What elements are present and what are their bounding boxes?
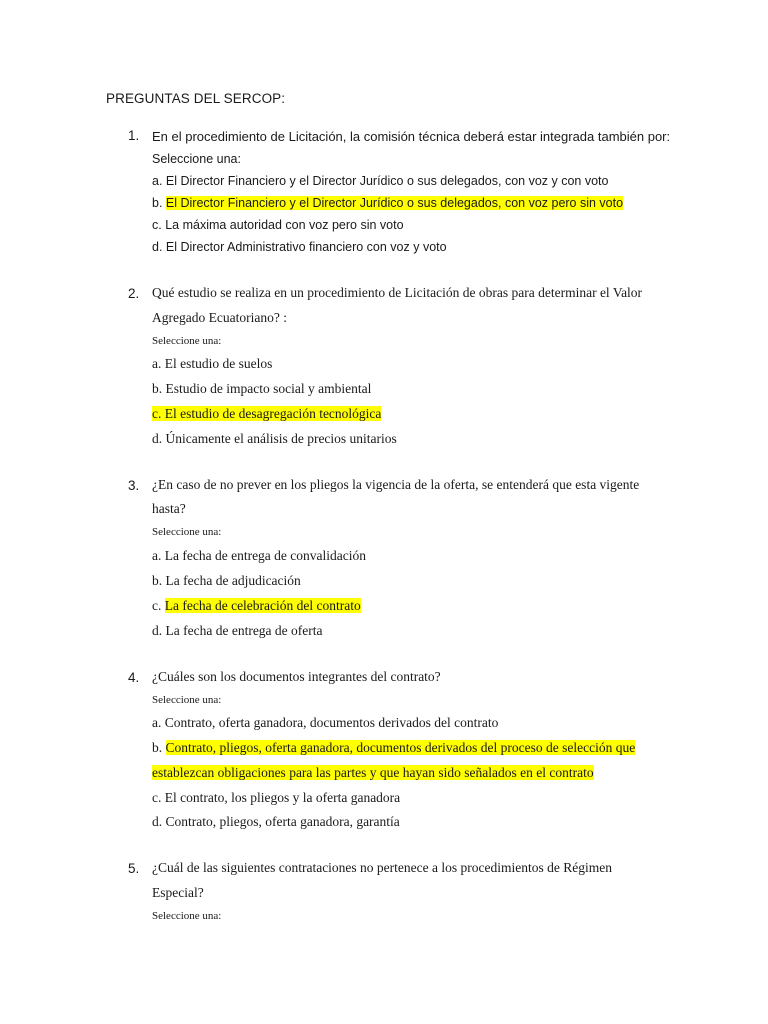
option-a: a. La fecha de entrega de convalidación [152,548,367,563]
option-c: c. La máxima autoridad con voz pero sin voto [152,218,404,232]
question-text: Especial? [152,885,204,900]
highlighted-answer: Contrato, pliegos, oferta ganadora, documentos derivados del proceso de selección que [165,740,636,755]
select-prompt: Seleccione una: [152,694,222,706]
option-c: c. La fecha de celebración del contrato [152,598,361,613]
highlighted-answer: La fecha de celebración del contrato [164,598,361,613]
highlighted-answer: c. El estudio de desagregación tecnológica [152,406,382,421]
select-prompt: Seleccione una: [152,335,222,347]
question-text: Qué estudio se realiza en un procedimiento de Licitación de obras para determinar el Valor [152,285,643,300]
question-text: ¿Cuál de las siguientes contrataciones no pertenece a los procedimientos de Régimen [152,860,612,875]
option-d: d. El Director Administrativo financiero con voz y voto [152,240,447,254]
question-text: ¿En caso de no prever en los pliegos la vigencia de la oferta, se entenderá que esta vigente [152,477,640,492]
question-text: Agregado Ecuatoriano? : [152,310,287,325]
select-prompt: Seleccione una: [152,526,222,538]
option-b: b. La fecha de adjudicación [152,573,301,588]
select-prompt: Seleccione una: [152,910,222,922]
question-number: 1. [128,128,140,143]
option-d: d. La fecha de entrega de oferta [152,623,323,638]
option-d: d. Contrato, pliegos, oferta ganadora, garantía [152,814,400,829]
option-b: b. El Director Financiero y el Director Jurídico o sus delegados, con voz pero sin voto [152,196,624,210]
document-title: PREGUNTAS DEL SERCOP: [106,91,286,106]
question-text: ¿Cuáles son los documentos integrantes del contrato? [152,669,441,684]
highlighted-answer: establezcan obligaciones para las partes y que hayan sido señalados en el contrato [152,765,594,780]
question-number: 4. [128,670,140,685]
option-b-continued [152,765,594,781]
highlighted-answer: El Director Financiero y el Director Jurídico o sus delegados, con voz pero sin voto [165,196,624,210]
select-prompt: Seleccione una: [152,152,241,166]
option-c: c. El contrato, los pliegos y la oferta ganadora [152,790,401,805]
option-b: b. Contrato, pliegos, oferta ganadora, documentos derivados del proceso de selección que [152,740,636,755]
question-text: En el procedimiento de Licitación, la comisión técnica deberá estar integrada también por: [152,129,671,144]
question-number: 5. [128,861,140,876]
option-a: a. Contrato, oferta ganadora, documentos derivados del contrato [152,715,499,730]
option-c [152,406,381,422]
option-d: d. Únicamente el análisis de precios unitarios [152,431,397,446]
question-text: hasta? [152,501,186,516]
question-number: 2. [128,286,140,301]
question-number: 3. [128,478,140,493]
option-b: b. Estudio de impacto social y ambiental [152,381,372,396]
option-a: a. El estudio de suelos [152,356,273,371]
option-a: a. El Director Financiero y el Director Jurídico o sus delegados, con voz y con voto [152,174,609,188]
